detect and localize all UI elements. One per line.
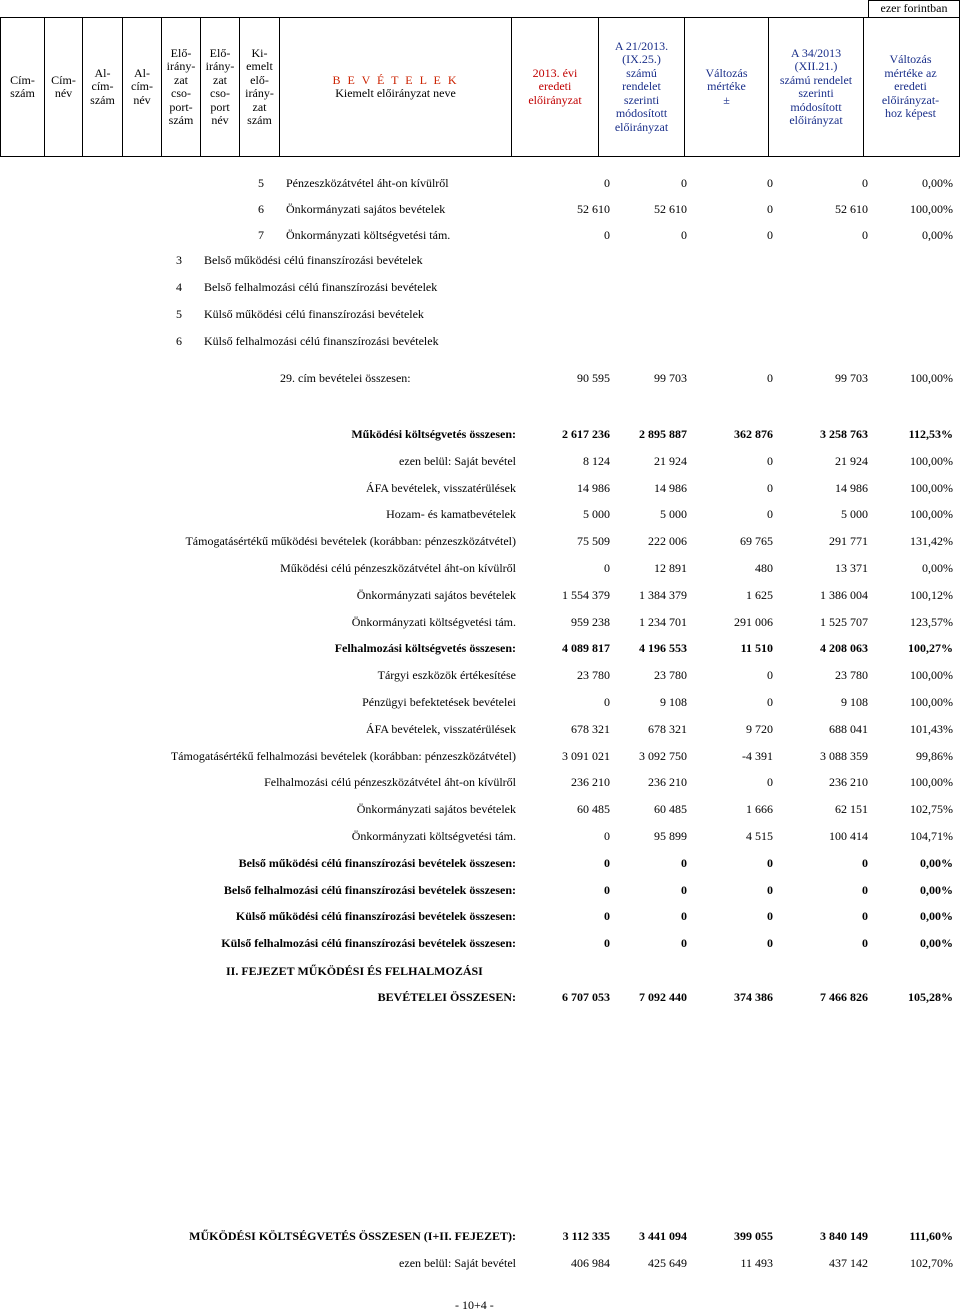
value-eredeti: 0: [604, 695, 610, 709]
value-arany: 105,28%: [908, 990, 953, 1004]
row-label: MŰKÖDÉSI KÖLTSÉGVETÉS ÖSSZESEN (I+II. FEJEZET):: [189, 1229, 516, 1243]
row-label: Önkormányzati költségvetési tám.: [351, 829, 516, 843]
header-valtozas-arany: Változás mértéke az eredeti előirányzat- hoz képest: [881, 52, 940, 121]
row-label: Külső működési célú finanszírozási bevételek összesen:: [235, 909, 516, 923]
value-valtozas: 11 493: [740, 1256, 773, 1270]
table-row: [0, 176, 960, 192]
value-eredeti: 0: [604, 936, 610, 950]
row-label: 29. cím bevételei összesen:: [280, 371, 411, 385]
value-modositott-2: 13 371: [835, 561, 868, 575]
row-label: Külső működési célú finanszírozási bevételek: [204, 307, 424, 321]
value-modositott-2: 1 386 004: [820, 588, 868, 602]
value-modositott-2: 0: [862, 909, 868, 923]
row-label: ÁFA bevételek, visszatérülések: [365, 722, 516, 736]
table-row: [0, 228, 960, 244]
value-modositott-2: 0: [862, 228, 868, 242]
page-number: - 10+4 -: [455, 1298, 494, 1312]
value-modositott-1: 222 006: [648, 534, 687, 548]
row-label: Önkormányzati sajátos bevételek: [286, 202, 446, 216]
value-arany: 100,00%: [910, 371, 953, 385]
value-arany: 104,71%: [910, 829, 953, 843]
value-eredeti: 5 000: [583, 507, 610, 521]
value-modositott-2: 3 840 149: [820, 1229, 868, 1243]
value-modositott-1: 1 384 379: [639, 588, 687, 602]
value-valtozas: 9 720: [746, 722, 773, 736]
row-label: Működési költségvetés összesen:: [351, 427, 516, 441]
value-eredeti: 0: [604, 909, 610, 923]
row-label: Pénzügyi befektetések bevételei: [362, 695, 516, 709]
value-valtozas: 4 515: [746, 829, 773, 843]
value-modositott-2: 3 258 763: [820, 427, 868, 441]
header-eloiranyzat-csoport-nev: Elő- irány- zat cso- port név: [201, 18, 240, 156]
value-arany: 100,00%: [910, 202, 953, 216]
value-valtozas: 0: [767, 695, 773, 709]
summary-row: [0, 909, 960, 925]
value-arany: 0,00%: [920, 856, 953, 870]
value-modositott-1: 3 441 094: [639, 1229, 687, 1243]
value-modositott-1: 99 703: [654, 371, 687, 385]
row-label: Belső felhalmozási célú finanszírozási bevételek összesen:: [223, 883, 516, 897]
currency-unit-label: ezer forintban: [868, 0, 960, 17]
value-arany: 100,00%: [910, 775, 953, 789]
value-valtozas: 0: [767, 371, 773, 385]
value-arany: 100,00%: [910, 668, 953, 682]
grand-sajat-row: [0, 1256, 960, 1272]
value-modositott-2: 236 210: [829, 775, 868, 789]
value-valtozas: 0: [767, 228, 773, 242]
row-number: 5: [258, 176, 264, 190]
summary-row: [0, 722, 960, 738]
value-modositott-2: 14 986: [835, 481, 868, 495]
value-eredeti: 0: [604, 176, 610, 190]
value-valtozas: 1 666: [746, 802, 773, 816]
row-label: Támogatásértékű felhalmozási bevételek (korábban: pénzeszközátvétel): [170, 749, 516, 763]
summary-row: [0, 534, 960, 550]
row-number: 7: [258, 228, 264, 242]
value-modositott-2: 7 466 826: [820, 990, 868, 1004]
chapter-total-line2: BEVÉTELEI ÖSSZESEN:: [377, 990, 516, 1004]
value-arany: 0,00%: [922, 228, 953, 242]
row-number: 6: [176, 334, 182, 348]
row-number: 4: [176, 280, 182, 294]
value-arany: 99,86%: [916, 749, 953, 763]
header-modositott-2: A 34/2013 (XII.21.) számú rendelet szerinti módosított előirányzat: [769, 18, 864, 156]
value-arany: 0,00%: [920, 883, 953, 897]
value-valtozas: 0: [767, 176, 773, 190]
summary-row: [0, 454, 960, 470]
value-eredeti: 0: [604, 829, 610, 843]
value-arany: 102,75%: [910, 802, 953, 816]
value-modositott-1: 425 649: [648, 1256, 687, 1270]
value-modositott-2: 52 610: [835, 202, 868, 216]
value-arany: 0,00%: [920, 909, 953, 923]
cim-total-row: [0, 371, 960, 387]
table-row: [0, 253, 960, 269]
value-valtozas: 0: [767, 668, 773, 682]
row-number: 6: [258, 202, 264, 216]
value-valtozas: 0: [767, 202, 773, 216]
summary-row: [0, 749, 960, 765]
header-kiemelt-szam: Ki- emelt elő- irány- zat szám: [240, 18, 280, 156]
summary-row: [0, 481, 960, 497]
value-arany: 100,27%: [908, 641, 953, 655]
header-kiemelt-nev: [280, 18, 512, 156]
value-modositott-2: 23 780: [835, 668, 868, 682]
row-label: Működési célú pénzeszközátvétel áht-on kívülről: [280, 561, 516, 575]
value-eredeti: 406 984: [571, 1256, 610, 1270]
row-label: Felhalmozási költségvetés összesen:: [334, 641, 516, 655]
row-label: ezen belül: Saját bevétel: [399, 1256, 516, 1270]
row-label: Önkormányzati költségvetési tám.: [351, 615, 516, 629]
row-label: Önkormányzati sajátos bevételek: [356, 802, 516, 816]
value-modositott-2: 1 525 707: [820, 615, 868, 629]
summary-row: [0, 856, 960, 872]
grand-total-row: [0, 1229, 960, 1245]
value-valtozas: 362 876: [734, 427, 773, 441]
row-label: Önkormányzati sajátos bevételek: [356, 588, 516, 602]
value-arany: 0,00%: [920, 936, 953, 950]
value-valtozas: 480: [755, 561, 773, 575]
value-valtozas: 0: [767, 481, 773, 495]
value-modositott-1: 0: [681, 909, 687, 923]
value-modositott-2: 0: [862, 936, 868, 950]
value-modositott-1: 23 780: [654, 668, 687, 682]
value-modositott-1: 7 092 440: [639, 990, 687, 1004]
value-valtozas: 0: [767, 775, 773, 789]
header-kiemelt-subtitle: Kiemelt előirányzat neve: [335, 86, 456, 100]
value-modositott-1: 14 986: [654, 481, 687, 495]
summary-row: [0, 615, 960, 631]
table-row: [0, 307, 960, 323]
value-arany: 100,00%: [910, 695, 953, 709]
value-modositott-1: 0: [681, 176, 687, 190]
summary-row: [0, 427, 960, 443]
header-eredeti: 2013. évi eredeti előirányzat: [512, 18, 599, 156]
value-modositott-1: 0: [681, 228, 687, 242]
summary-row: [0, 829, 960, 845]
summary-row: [0, 507, 960, 523]
value-arany: 112,53%: [908, 427, 953, 441]
row-label: Külső felhalmozási célú finanszírozási bevételek: [204, 334, 439, 348]
value-arany: 100,00%: [910, 454, 953, 468]
row-label: Külső felhalmozási célú finanszírozási bevételek összesen:: [221, 936, 516, 950]
value-arany: 123,57%: [910, 615, 953, 629]
value-eredeti: 236 210: [571, 775, 610, 789]
header-cimszam: Cím- szám: [1, 18, 45, 156]
value-modositott-2: 437 142: [829, 1256, 868, 1270]
value-modositott-1: 12 891: [654, 561, 687, 575]
value-modositott-1: 60 485: [654, 802, 687, 816]
value-eredeti: 678 321: [571, 722, 610, 736]
value-eredeti: 23 780: [577, 668, 610, 682]
value-eredeti: 3 112 335: [562, 1229, 610, 1243]
value-modositott-2: 0: [862, 883, 868, 897]
value-modositott-1: 0: [681, 856, 687, 870]
value-eredeti: 0: [604, 856, 610, 870]
value-arany: 131,42%: [910, 534, 953, 548]
value-modositott-2: 291 771: [829, 534, 868, 548]
value-modositott-1: 21 924: [654, 454, 687, 468]
value-modositott-1: 4 196 553: [639, 641, 687, 655]
value-modositott-1: 95 899: [654, 829, 687, 843]
value-modositott-2: 688 041: [829, 722, 868, 736]
value-modositott-2: 100 414: [829, 829, 868, 843]
value-modositott-2: 4 208 063: [820, 641, 868, 655]
summary-row: [0, 802, 960, 818]
header-alcimszam: Al- cím- szám: [83, 18, 123, 156]
value-eredeti: 90 595: [577, 371, 610, 385]
value-modositott-1: 3 092 750: [639, 749, 687, 763]
value-modositott-1: 52 610: [654, 202, 687, 216]
summary-row: [0, 936, 960, 952]
row-number: 5: [176, 307, 182, 321]
value-valtozas: 0: [767, 856, 773, 870]
table-row: [0, 202, 960, 218]
value-modositott-2: 21 924: [835, 454, 868, 468]
header-modositott-1: A 21/2013. (IX.25.) számú rendelet szerinti módosított előirányzat: [599, 18, 685, 156]
value-valtozas: 69 765: [740, 534, 773, 548]
value-eredeti: 0: [604, 561, 610, 575]
row-label: Belső működési célú finanszírozási bevételek összesen:: [238, 856, 516, 870]
value-arany: 111,60%: [909, 1229, 953, 1243]
value-eredeti: 4 089 817: [562, 641, 610, 655]
header-eloiranyzat-csoport-szam: Elő- irány- zat cso- port- szám: [162, 18, 201, 156]
header-alcimnev: Al- cím- név: [123, 18, 162, 156]
value-valtozas: 0: [767, 507, 773, 521]
value-valtozas: 0: [767, 909, 773, 923]
value-eredeti: 14 986: [577, 481, 610, 495]
value-eredeti: 959 238: [571, 615, 610, 629]
value-eredeti: 8 124: [583, 454, 610, 468]
row-label: Pénzeszközátvétel áht-on kívülről: [286, 176, 449, 190]
value-eredeti: 2 617 236: [562, 427, 610, 441]
value-eredeti: 60 485: [577, 802, 610, 816]
summary-row: [0, 641, 960, 657]
value-arany: 0,00%: [922, 176, 953, 190]
value-valtozas: 399 055: [734, 1229, 773, 1243]
chapter-total-line1: II. FEJEZET MŰKÖDÉSI ÉS FELHALMOZÁSI: [226, 964, 483, 978]
value-modositott-1: 678 321: [648, 722, 687, 736]
table-header: [0, 17, 960, 157]
value-eredeti: 75 509: [577, 534, 610, 548]
value-arany: 100,00%: [910, 507, 953, 521]
value-eredeti: 0: [604, 883, 610, 897]
row-label: Belső működési célú finanszírozási bevételek: [204, 253, 423, 267]
value-modositott-2: 99 703: [835, 371, 868, 385]
summary-row: [0, 695, 960, 711]
value-modositott-1: 2 895 887: [639, 427, 687, 441]
value-valtozas: -4 391: [742, 749, 773, 763]
header-valtozas: Változás mértéke ±: [685, 18, 769, 156]
value-modositott-1: 5 000: [660, 507, 687, 521]
value-modositott-1: 236 210: [648, 775, 687, 789]
row-label: ÁFA bevételek, visszatérülések: [365, 481, 516, 495]
row-number: 3: [176, 253, 182, 267]
header-cimnev: Cím- név: [45, 18, 83, 156]
value-modositott-1: 1 234 701: [639, 615, 687, 629]
row-label: ezen belül: Saját bevétel: [399, 454, 516, 468]
table-row: [0, 334, 960, 350]
value-eredeti: 3 091 021: [562, 749, 610, 763]
value-arany: 100,12%: [910, 588, 953, 602]
summary-row: [0, 588, 960, 604]
value-valtozas: 1 625: [746, 588, 773, 602]
value-modositott-1: 0: [681, 936, 687, 950]
summary-row: [0, 883, 960, 899]
row-label: Önkormányzati költségvetési tám.: [286, 228, 451, 242]
summary-row: [0, 668, 960, 684]
summary-row: [0, 561, 960, 577]
value-eredeti: 1 554 379: [562, 588, 610, 602]
row-label: Támogatásértékű működési bevételek (korábban: pénzeszközátvétel): [185, 534, 516, 548]
value-modositott-2: 0: [862, 176, 868, 190]
value-eredeti: 0: [604, 228, 610, 242]
row-label: Tárgyi eszközök értékesítése: [377, 668, 516, 682]
value-valtozas: 11 510: [740, 641, 773, 655]
value-modositott-2: 62 151: [835, 802, 868, 816]
value-arany: 102,70%: [910, 1256, 953, 1270]
value-modositott-2: 9 108: [841, 695, 868, 709]
value-arany: 0,00%: [922, 561, 953, 575]
value-modositott-2: 0: [862, 856, 868, 870]
value-eredeti: 52 610: [577, 202, 610, 216]
row-label: Belső felhalmozási célú finanszírozási bevételek: [204, 280, 438, 294]
value-valtozas: 374 386: [734, 990, 773, 1004]
value-modositott-1: 0: [681, 883, 687, 897]
value-arany: 100,00%: [910, 481, 953, 495]
row-label: Felhalmozási célú pénzeszközátvétel áht-on kívülről: [264, 775, 516, 789]
value-modositott-2: 5 000: [841, 507, 868, 521]
value-eredeti: 6 707 053: [562, 990, 610, 1004]
summary-row: [0, 775, 960, 791]
chapter-total-title-row: [0, 964, 960, 980]
value-modositott-2: 3 088 359: [820, 749, 868, 763]
value-valtozas: 0: [767, 936, 773, 950]
value-modositott-1: 9 108: [660, 695, 687, 709]
header-bevetelek-title: B E V É T E L E K: [332, 72, 459, 87]
chapter-total-row: [0, 990, 960, 1006]
value-valtozas: 0: [767, 883, 773, 897]
value-valtozas: 0: [767, 454, 773, 468]
value-arany: 101,43%: [910, 722, 953, 736]
value-valtozas: 291 006: [734, 615, 773, 629]
row-label: Hozam- és kamatbevételek: [386, 507, 516, 521]
table-row: [0, 280, 960, 296]
